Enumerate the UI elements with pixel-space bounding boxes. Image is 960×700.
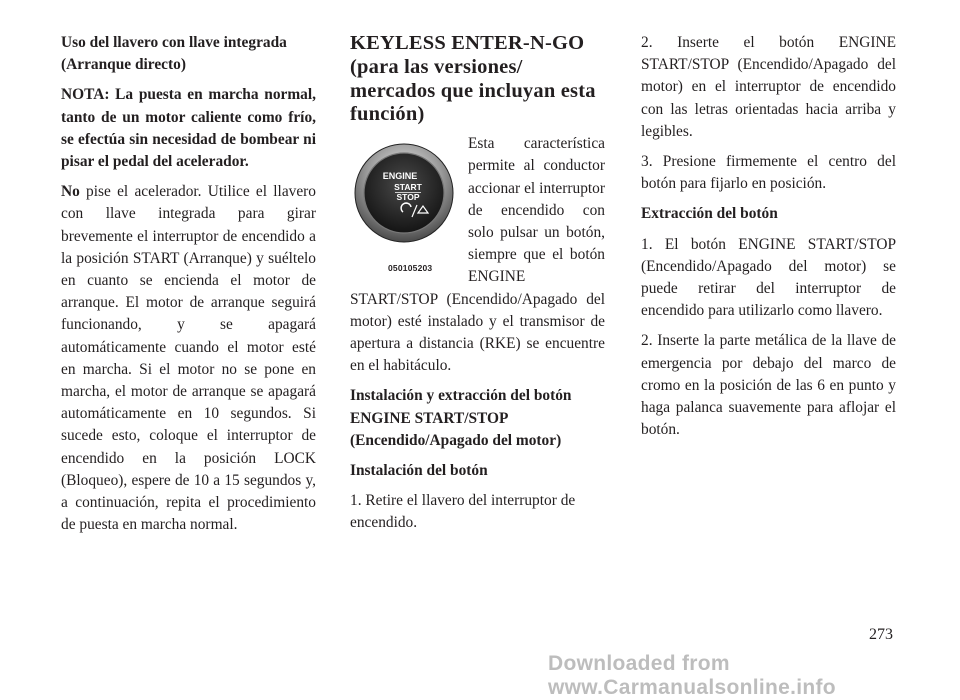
button-label-start: START bbox=[394, 182, 422, 193]
install-step-1: 1. Retire el llavero del interruptor de encendido. bbox=[350, 492, 576, 532]
heading-line: ENGINE START/STOP bbox=[350, 409, 509, 427]
remove-step-1: 1. El botón ENGINE START/STOP (Encendido/Apagado del motor) se puede retirar del interruptor de encendido para utilizarlo como llavero. bbox=[641, 235, 896, 320]
page-number: 273 bbox=[869, 626, 893, 643]
engine-start-stop-button-icon bbox=[354, 139, 458, 251]
section-heading-direct-start: Uso del llavero con llave integrada (Arranque directo) bbox=[61, 34, 287, 74]
section-heading-remove: Extracción del botón bbox=[641, 205, 778, 223]
title-line: KEYLESS ENTER-N-GO bbox=[350, 32, 585, 54]
section-title-keyless bbox=[350, 32, 605, 127]
note-paragraph: NOTA: La puesta en marcha normal, tanto de un motor caliente como frío, se efectúa sin necesidad de bombear ni pisar el pedal del acelerador. bbox=[61, 86, 316, 171]
emphasis-no: No bbox=[61, 183, 80, 201]
keyless-intro-paragraph bbox=[350, 133, 605, 377]
footer-watermark: Downloaded from www.Carmanualsonline.info bbox=[548, 652, 836, 699]
left-column bbox=[61, 32, 316, 544]
start-procedure-text: pise el acelerador. Utilice el llavero con llave integrada para girar brevemente el interruptor de encendido a la posición START (Arranque) y suéltelo en cuanto se encienda el motor de arranque. El motor de arranque seguirá funcionando, y se apagará automáticamente cuando el motor esté en marcha. Si el motor no se pone en marcha, el motor de arranque se apagará automáticamente en 10 segundos. Si sucede esto, coloque el interruptor de encendido en la posición LOCK (Bloqueo), espere de 10 a 15 segundos y, a continuación, repita el procedimiento de puesta en marcha normal. bbox=[61, 183, 316, 534]
engine-start-stop-figure bbox=[350, 139, 462, 274]
middle-column bbox=[350, 32, 605, 543]
heading-line: Instalación y extracción del botón bbox=[350, 387, 572, 405]
title-line: función) bbox=[350, 103, 425, 126]
section-heading-install-remove bbox=[350, 385, 605, 452]
keyless-intro-text: Esta característica permite al conductor accionar el interruptor de encendido con solo pulsar un botón, siempre que el botón ENGINE START/STOP (Encendido/Apagado del motor) esté instalado y el transmisor de apertura a distancia (RKE) se encuentre en el habitáculo. bbox=[350, 135, 605, 375]
heading-line: (Encendido/Apagado del motor) bbox=[350, 431, 562, 449]
install-step-3: 3. Presione firmemente el centro del botón para fijarlo en posición. bbox=[641, 153, 896, 193]
right-column bbox=[641, 32, 896, 449]
title-line: (para las versiones/ bbox=[350, 55, 523, 78]
remove-step-2: 2. Inserte la parte metálica de la llave de emergencia por debajo del marco de cromo en la posición de las 6 en punto y haga palanca suavemente para aflojar el botón. bbox=[641, 332, 896, 439]
button-label-stop: STOP bbox=[396, 192, 420, 203]
figure-code: 050105203 bbox=[388, 263, 433, 274]
button-label-engine: ENGINE bbox=[382, 171, 418, 182]
install-step-2: 2. Inserte el botón ENGINE START/STOP (Encendido/Apagado del motor) en el interruptor de encendido con las letras orientadas hacia arriba y legibles. bbox=[641, 34, 896, 140]
title-line: mercados que incluyan esta bbox=[350, 79, 596, 102]
section-heading-install: Instalación del botón bbox=[350, 462, 488, 480]
start-procedure-paragraph bbox=[61, 181, 316, 536]
